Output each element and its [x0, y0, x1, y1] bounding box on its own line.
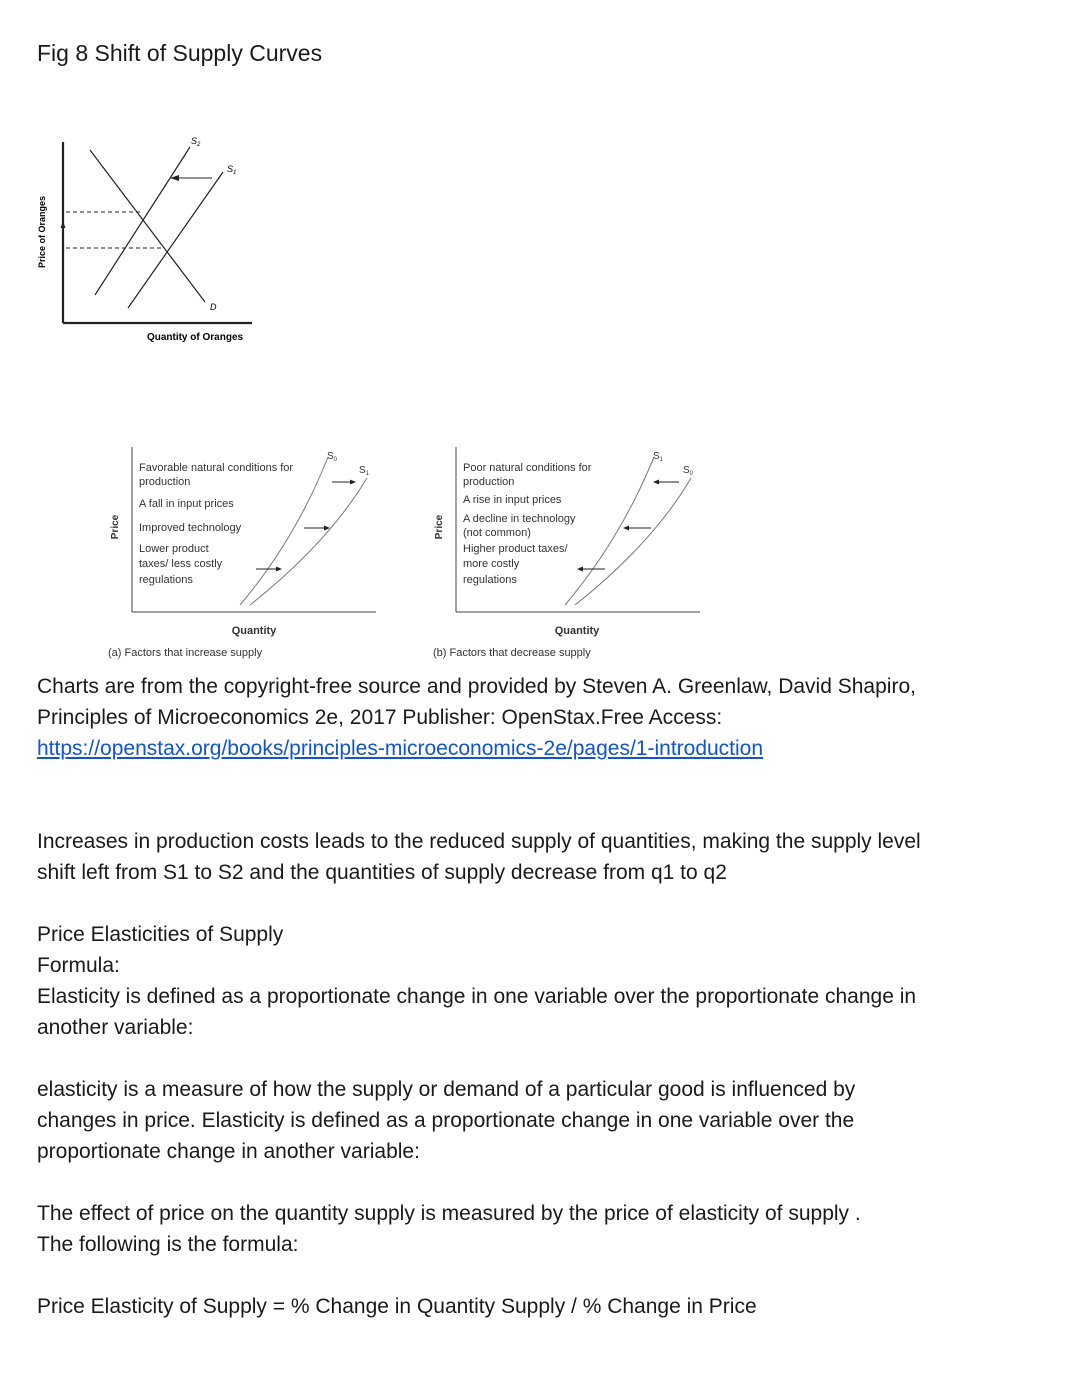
factor-line: regulations — [463, 574, 517, 586]
s0-label: $S_0$ — [327, 451, 338, 463]
x-axis-label: Quantity — [554, 625, 600, 637]
factor-line: production — [463, 476, 515, 488]
source-link[interactable]: https://openstax.org/books/principles-microeconomics-2e/pages/1-introduction — [37, 737, 764, 760]
elasticity-definition-paragraph — [37, 1074, 1047, 1167]
source-note — [37, 671, 1047, 764]
x-axis-label: Quantity of Oranges — [146, 332, 244, 343]
panel-caption: (a) Factors that increase supply — [108, 647, 263, 659]
factor-line: Poor natural conditions for — [463, 462, 592, 474]
paragraph-line: Elasticity is defined as a proportionate change in one variable over the proportionate change in — [37, 985, 917, 1008]
effect-of-price-paragraph — [37, 1198, 1047, 1260]
s2-label: $S_2$ — [191, 136, 201, 148]
y-axis-arrowhead — [61, 221, 66, 228]
paragraph-line: The following is the formula: — [37, 1233, 299, 1256]
paragraph-line: elasticity is a measure of how the supply or demand of a particular good is influenced by — [37, 1078, 856, 1101]
s1-curve — [250, 478, 367, 605]
factor-line: taxes/ less costly — [139, 558, 223, 570]
formula-label: Formula: — [37, 954, 120, 977]
left-arrowhead — [577, 567, 583, 572]
factor-line: Lower product — [139, 543, 209, 555]
figure-title: Fig 8 Shift of Supply Curves — [37, 40, 323, 66]
s1-curve — [565, 457, 654, 605]
paragraph-line: Increases in production costs leads to the reduced supply of quantities, making the supply level — [37, 830, 921, 853]
right-arrowhead — [350, 480, 356, 485]
factor-line: Favorable natural conditions for — [139, 462, 294, 474]
left-arrowhead — [653, 480, 659, 485]
paragraph-line: The effect of price on the quantity supply is measured by the price of elasticity of supply . — [37, 1202, 861, 1225]
paragraph-line: proportionate change in another variable: — [37, 1140, 420, 1163]
factor-line: more costly — [463, 558, 520, 570]
s1-label: $S_1$ — [653, 451, 664, 463]
section-heading: Price Elasticities of Supply — [37, 923, 284, 946]
left-arrowhead — [623, 526, 629, 531]
x-axis-label: Quantity — [231, 625, 277, 637]
y-axis-label: Price — [110, 514, 121, 540]
s1-label: $S_1$ — [227, 164, 237, 176]
paragraph-line: shift left from S1 to S2 and the quantities of supply decrease from q1 to q2 — [37, 861, 727, 884]
supply-shift-paragraph — [37, 826, 1047, 888]
factor-line: (not common) — [463, 527, 531, 539]
s0-curve — [240, 457, 328, 605]
factor-line: Improved technology — [139, 522, 242, 534]
paragraph-line: another variable: — [37, 1016, 194, 1039]
elasticity-formula: Price Elasticity of Supply = % Change in Quantity Supply / % Change in Price — [37, 1295, 757, 1318]
paragraph-line: changes in price. Elasticity is defined as a proportionate change in one variable over the — [37, 1109, 855, 1132]
right-arrowhead — [276, 567, 282, 572]
decrease-supply-diagram — [425, 445, 725, 665]
s1-label: $S_1$ — [359, 465, 370, 477]
elasticity-section — [37, 919, 1047, 1043]
factor-line: A rise in input prices — [463, 494, 562, 506]
s0-curve — [575, 478, 691, 605]
panel-caption: (b) Factors that decrease supply — [433, 647, 591, 659]
d-label: D — [210, 302, 217, 312]
source-line: Principles of Microeconomics 2e, 2017 Publisher: OpenStax.Free Access: — [37, 706, 723, 729]
y-axis-label: Price — [434, 514, 445, 540]
factor-line: Higher product taxes/ — [463, 543, 568, 555]
s0-label: $S_0$ — [683, 465, 694, 477]
supply-curve-s2 — [95, 147, 190, 295]
supply-shift-diagram — [30, 130, 270, 355]
factor-line: A decline in technology — [463, 513, 576, 525]
increase-supply-diagram — [100, 445, 400, 665]
y-axis-label: Price of Oranges — [37, 195, 47, 269]
factor-line: A fall in input prices — [139, 498, 234, 510]
factor-line: regulations — [139, 574, 193, 586]
supply-curve-s1 — [128, 172, 223, 308]
source-line: Charts are from the copyright-free source and provided by Steven A. Greenlaw, David Shapiro, — [37, 675, 916, 698]
factor-line: production — [139, 476, 191, 488]
